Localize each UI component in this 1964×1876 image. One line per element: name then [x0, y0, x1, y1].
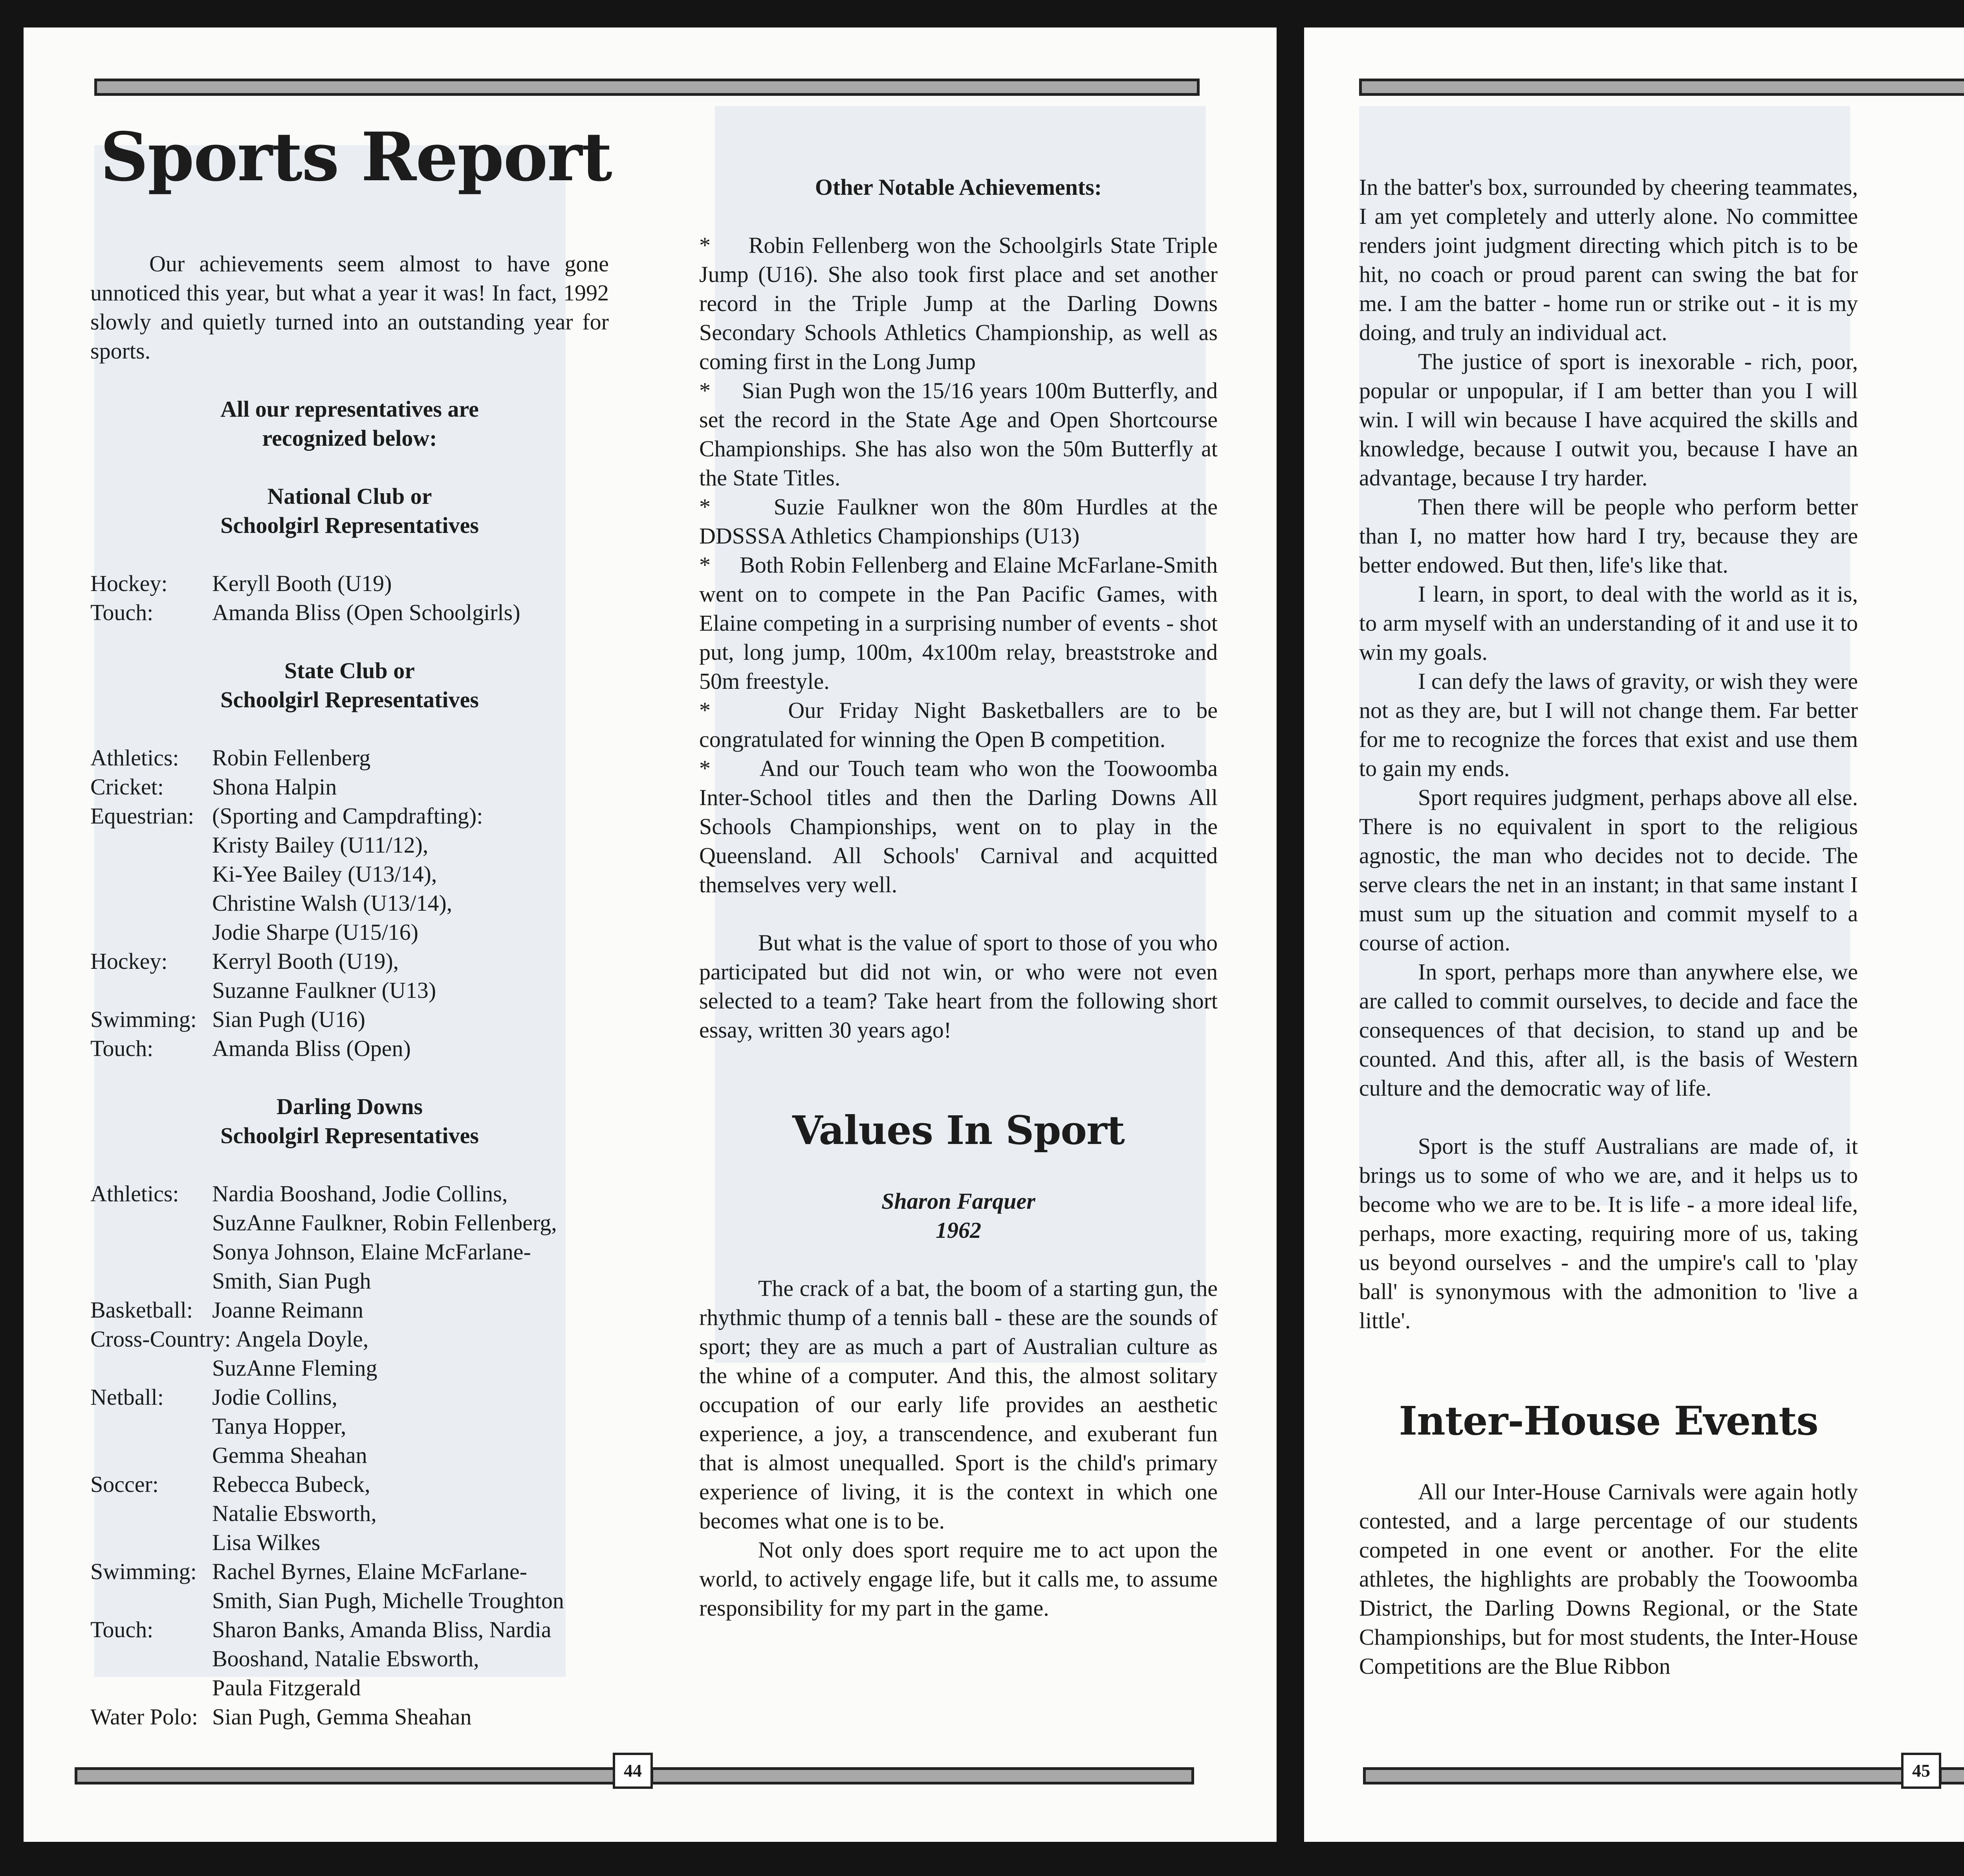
achievements-column: [699, 173, 1218, 1623]
inter-house-text: All our Inter-House Carnivals were again hotly contested, and a large percentage of our students competed in one event or another. For the elite athletes, the highlights are probably the Toowoomba District, the Darling Downs Regional, or the State Championships, but for most students, the Inter-House Competitions are the Blue Ribbon: [1359, 1479, 1858, 1679]
list-key: [90, 1644, 212, 1673]
list-key: Hockey:: [90, 948, 168, 974]
page-title: Sports Report: [100, 118, 612, 196]
essay-paragraph: The justice of sport is inexorable - rich, poor, popular or unpopular, if I am better than you I will win. I will win because I have acquired the skills and knowledge, because I outwit you, because I have an advantage, because I try harder.: [1359, 349, 1858, 491]
list-value: Joanne Reimann: [212, 1297, 363, 1323]
bottom-rule-right: [1939, 1767, 1964, 1784]
list-value: Sharon Banks, Amanda Bliss, Nardia: [212, 1617, 551, 1642]
list-value: Amanda Bliss (Open): [212, 1036, 411, 1061]
list-key: Hockey:: [90, 571, 168, 596]
list-value: Booshand, Natalie Ebsworth,: [212, 1646, 479, 1671]
achievement-item: * Our Friday Night Basketballers are to be congratulated for winning the Open B competition.: [699, 697, 1218, 752]
list-key: [90, 918, 212, 947]
list-value: Robin Fellenberg: [212, 745, 371, 771]
list-key: [90, 1499, 212, 1528]
list-value: Paula Fitzgerald: [212, 1675, 361, 1700]
achievement-item: * Sian Pugh won the 15/16 years 100m Butterfly, and set the record in the State Age and Open Shortcourse Championships. She has also won the 50m Butterfly at the State Titles.: [699, 378, 1218, 491]
reps-heading-1: All our representatives are: [220, 396, 479, 422]
inter-house-title: Inter-House Events: [1399, 1398, 1818, 1444]
list-key: Athletics:: [90, 745, 179, 771]
list-key: Cross-Country:: [90, 1326, 231, 1352]
state-list: [90, 743, 609, 1063]
list-value: Natalie Ebsworth,: [212, 1501, 377, 1526]
essay-closing: Sport is the stuff Australians are made of, it brings us to some of who we are, and it helps us to become who we are to be. It is life - a more ideal life, perhaps, more exacting, requiring more of us, taking us beyond ourselves - and the umpire's call to 'play ball' is synonymous with the admonition to 'live a little'.: [1359, 1133, 1858, 1333]
dd-list: [90, 1179, 609, 1731]
list-key: [90, 1354, 212, 1383]
achievement-item: * Suzie Faulkner won the 80m Hurdles at the DDSSSA Athletics Championships (U13): [699, 494, 1218, 549]
list-key: Soccer:: [90, 1472, 159, 1497]
list-value: Shona Halpin: [212, 774, 337, 800]
list-value: Jodie Sharpe (U15/16): [212, 919, 419, 945]
list-value: Rebecca Bubeck,: [212, 1472, 370, 1497]
list-value: Ki-Yee Bailey (U13/14),: [212, 861, 437, 887]
list-value: Smith, Sian Pugh, Michelle Troughton: [212, 1588, 564, 1613]
dd-heading-2: Schoolgirl Representatives: [220, 1123, 479, 1148]
list-value: Sonya Johnson, Elaine McFarlane-: [212, 1239, 531, 1265]
list-value: Rachel Byrnes, Elaine McFarlane-: [212, 1559, 528, 1584]
achievement-item: * And our Touch team who won the Toowoomba Inter-School titles and then the Darling Downs All Schools Championships, went on to play in the Queensland. All Schools' Carnival and acquitted themselves very well.: [699, 756, 1218, 897]
list-key: [90, 1528, 212, 1557]
values-in-sport-title: Values In Sport: [792, 1107, 1125, 1153]
essay-paragraph: In the batter's box, surrounded by cheering teammates, I am yet completely and utterly alone. No committee renders joint judgment directing which pitch is to be hit, no coach or proud parent can swing the bat for me. I am the batter - home run or strike out - it is my doing, and truly an individual act.: [1359, 174, 1858, 345]
page-number: 45: [1901, 1753, 1941, 1789]
essay-paragraph: I learn, in sport, to deal with the world as it is, to arm myself with an understanding of it and use it to win my goals.: [1359, 581, 1858, 665]
list-key: Equestrian:: [90, 803, 194, 829]
essay-paragraph: In sport, perhaps more than anywhere else, we are called to commit ourselves, to decide and face the consequences of that decision, to stand up and be counted. And this, after all, is the basis of Western culture and the democratic way of life.: [1359, 959, 1858, 1101]
list-value: Angela Doyle,: [236, 1326, 369, 1352]
list-key: [90, 889, 212, 918]
list-key: Cricket:: [90, 774, 164, 800]
right-page: [1304, 27, 1964, 1842]
list-key: [90, 1267, 212, 1296]
list-value: Sian Pugh (U16): [212, 1007, 365, 1032]
list-key: Touch:: [90, 1617, 154, 1642]
list-value: Kerryl Booth (U19),: [212, 948, 399, 974]
essay-author: Sharon Farquer: [881, 1188, 1035, 1214]
list-value: Suzanne Faulkner (U13): [212, 977, 436, 1003]
list-value: Keryll Booth (U19): [212, 571, 392, 596]
list-value: Jodie Collins,: [212, 1384, 338, 1410]
other-achievements-heading: Other Notable Achievements:: [815, 174, 1102, 200]
list-value: Gemma Sheahan: [212, 1442, 367, 1468]
achievement-item: * Both Robin Fellenberg and Elaine McFarlane-Smith went on to compete in the Pan Pacific Games, with Elaine competing in a surprising number of events - shot put, long jump, 100m, 4x100m relay, breaststroke and 50m freestyle.: [699, 552, 1218, 694]
list-value: Christine Walsh (U13/14),: [212, 890, 453, 916]
list-value: Smith, Sian Pugh: [212, 1268, 371, 1294]
bottom-rule-right: [650, 1767, 1194, 1784]
left-column: [90, 249, 609, 1731]
list-value: Lisa Wilkes: [212, 1530, 321, 1555]
essay-year: 1962: [936, 1217, 981, 1243]
list-value: SuzAnne Faulkner, Robin Fellenberg,: [212, 1210, 557, 1235]
top-rule: [1359, 79, 1964, 96]
list-key: [90, 831, 212, 860]
left-page: [24, 27, 1277, 1842]
intro-paragraph: Our achievements seem almost to have gone unnoticed this year, but what a year it was! In fact, 1992 slowly and quietly turned into an outstanding year for sports.: [90, 251, 609, 364]
essay-paragraph: Not only does sport require me to act upon the world, to actively engage life, but it calls me, to assume responsibility for my part in the game.: [699, 1537, 1218, 1621]
essay-paragraph: The crack of a bat, the boom of a starting gun, the rhythmic thump of a tennis ball - these are the sounds of sport; they are as much a part of Australian culture as the whine of a computer. And this, the almost solitary occupation of our early life provides an aesthetic experience, a joy, a transcendence, and exuberant fun that is almost unequalled. Sport is the child's primary experience of living, it is the context in which one becomes what one is to be.: [699, 1276, 1218, 1534]
list-key: [90, 976, 212, 1005]
list-key: [90, 860, 212, 889]
national-list: [90, 569, 609, 627]
list-key: [90, 1237, 212, 1267]
list-key: Touch:: [90, 600, 154, 625]
list-value: Amanda Bliss (Open Schoolgirls): [212, 600, 520, 625]
list-value: Sian Pugh, Gemma Sheahan: [212, 1704, 472, 1730]
list-key: Water Polo:: [90, 1704, 198, 1730]
list-key: Swimming:: [90, 1007, 197, 1032]
list-key: Swimming:: [90, 1559, 197, 1584]
bottom-rule-left: [1363, 1767, 1907, 1784]
list-value: (Sporting and Campdrafting):: [212, 803, 483, 829]
value-question: But what is the value of sport to those of you who participated but did not win, or who were not even selected to a team? Take heart from the following short essay, written 30 years ago!: [699, 930, 1218, 1043]
list-key: [90, 1441, 212, 1470]
list-key: Basketball:: [90, 1297, 193, 1323]
top-rule: [94, 79, 1200, 96]
achievement-item: * Robin Fellenberg won the Schoolgirls State Triple Jump (U16). She also took first place and set another record in the Triple Jump at the Darling Downs Secondary Schools Athletics Championship, as well as coming first in the Long Jump: [699, 232, 1218, 374]
state-heading-1: State Club or: [284, 658, 415, 683]
list-value: Tanya Hopper,: [212, 1413, 346, 1439]
bottom-rule-left: [75, 1767, 618, 1784]
reps-heading-2: recognized below:: [262, 425, 437, 451]
national-heading-1: National Club or: [267, 483, 432, 509]
page-number: 44: [613, 1753, 653, 1789]
list-value: Nardia Booshand, Jodie Collins,: [212, 1181, 508, 1206]
list-key: Athletics:: [90, 1181, 179, 1206]
state-heading-2: Schoolgirl Representatives: [220, 687, 479, 712]
essay-paragraph: Sport requires judgment, perhaps above all else. There is no equivalent in sport to the religious agnostic, the man who decides not to decide. The serve clears the net in an instant; in that same instant I must sum up the situation and commit myself to a course of action.: [1359, 785, 1858, 955]
list-key: Touch:: [90, 1036, 154, 1061]
list-key: [90, 1586, 212, 1615]
list-value: Kristy Bailey (U11/12),: [212, 832, 429, 858]
list-key: [90, 1208, 212, 1237]
dd-heading-1: Darling Downs: [276, 1094, 423, 1119]
list-value: SuzAnne Fleming: [212, 1355, 377, 1381]
essay-paragraph: I can defy the laws of gravity, or wish they were not as they are, but I will not change them. Far better for me to recognize the forces that exist and use them to gain my ends.: [1359, 668, 1858, 781]
list-key: [90, 1673, 212, 1702]
national-heading-2: Schoolgirl Representatives: [220, 512, 479, 538]
list-key: Netball:: [90, 1384, 164, 1410]
list-key: [90, 1412, 212, 1441]
essay-paragraph: Then there will be people who perform better than I, no matter how hard I try, because they are better endowed. But then, life's like that.: [1359, 494, 1858, 578]
essay-column: [1359, 173, 1858, 1681]
